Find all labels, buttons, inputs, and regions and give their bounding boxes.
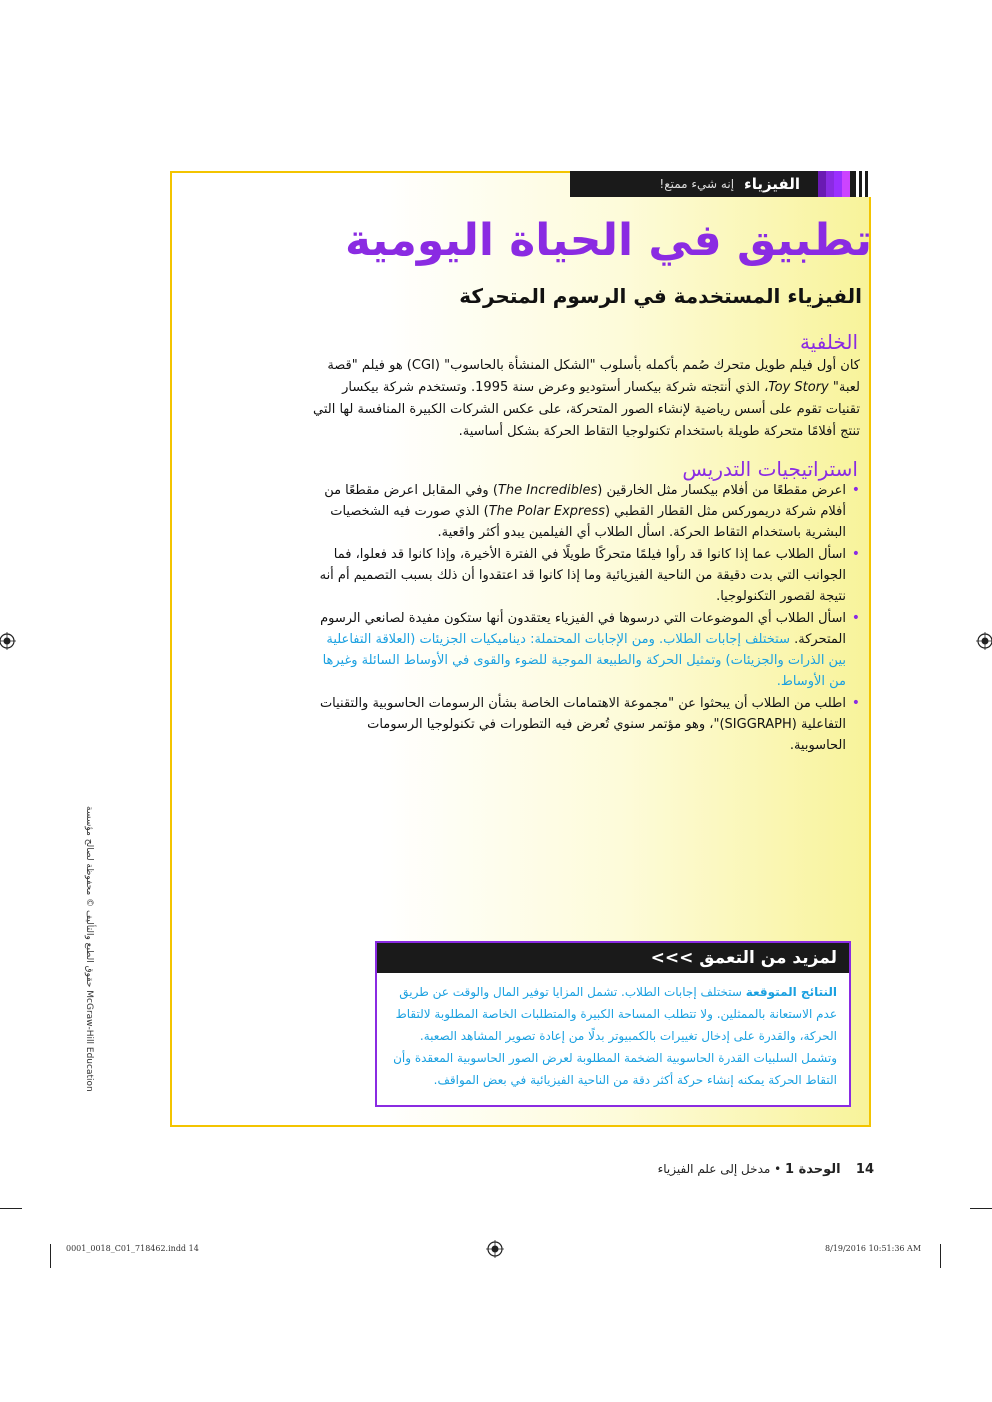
deeper-heading: لمزيد من التعمق >>>	[377, 943, 849, 973]
strategies-heading: استراتيجيات التدريس	[682, 457, 858, 481]
strategies-list	[315, 480, 860, 757]
answer-text: ستختلف إجابات الطلاب. ومن الإجابات المحتملة: ديناميكيات الجزيئات (العلاقة التفاعلية بين الذرات والجزيئات) وتمثيل الحركة والطبيعة الموجية للضوء والقوى في الأوساط السائلة وغيرها من الأوساط.	[322, 632, 846, 689]
crop-mark	[0, 1208, 22, 1209]
crop-mark	[50, 1244, 51, 1268]
item-text: اسأل الطلاب عما إذا كانوا قد رأوا فيلمًا متحركًا طويلًا في الفترة الأخيرة، وإذا كانوا قد فعلوا، فما الجوانب التي بدت دقيقة من الناحية الفيزيائية وما إذا كانوا قد اعتقدوا أن ذلك بسبب التصميم أم أنه نتيجة لقصور التكنولوجيا.	[319, 547, 846, 604]
deeper-body	[377, 973, 849, 1091]
unit-title: • مدخل إلى علم الفيزياء	[657, 1162, 782, 1176]
deeper-box	[375, 941, 851, 1107]
list-item	[315, 480, 860, 543]
item-text: اطلب من الطلاب أن يبحثوا عن "مجموعة الاهتمامات الخاصة بشأن الرسومات الحاسوبية والتقنيات التفاعلية (SIGGRAPH)"، وهو مؤتمر سنوي تُعرض فيه التطورات في تكنولوجيا الرسومات الحاسوبية.	[319, 696, 846, 753]
background-text-1: كان أول فيلم طويل متحرك صُمم بأكمله بأسلوب "الشكل المنشأة بالحاسوب" (CGI) هو فيلم "قصة لعبة"	[327, 358, 860, 395]
section-tagline: إنه شيء ممتع!	[659, 177, 735, 191]
list-item	[315, 544, 860, 607]
list-item	[315, 608, 860, 692]
page-title: تطبيق في الحياة اليومية	[344, 215, 872, 266]
film-title: Toy Story	[768, 380, 829, 395]
unit-label: الوحدة 1	[785, 1162, 841, 1177]
list-item	[315, 693, 860, 756]
crop-mark	[970, 1208, 992, 1209]
registration-mark-icon	[486, 1240, 504, 1258]
section-bar	[570, 171, 871, 197]
stripe-decoration	[818, 171, 871, 197]
slug-date: 8/19/2016 10:51:36 AM	[825, 1244, 922, 1253]
background-paragraph	[305, 355, 860, 443]
film-title: The Polar Express	[488, 504, 605, 519]
crop-mark	[940, 1244, 941, 1268]
section-label: الفيزياء	[744, 175, 800, 193]
item-text: اسأل الطلاب أي الموضوعات التي درسوها في الفيزياء يعتقدون أنها ستكون مفيدة لصانعي الرسوم المتحركة.	[320, 611, 846, 647]
copyright-notice: حقوق الطبع والتأليف © محفوظة لصالح مؤسسة McGraw-Hill Education	[84, 806, 94, 1092]
film-title: The Incredibles	[497, 483, 598, 498]
background-text-2: ، الذي أنتجته شركة بيكسار أستوديو وعرض سنة 1995. وتستخدم شركة بيكسار تقنيات تقوم على أسس رياضية لإنشاء الصور المتحركة، على عكس الشركات الكبيرة المنافسة لها التي تنتج أفلامًا متحركة طويلة باستخدام تكنولوجيا التقاط الحركة بشكل أساسية.	[312, 380, 860, 439]
background-heading: الخلفية	[799, 330, 858, 354]
item-text: اعرض مقطعًا من أفلام بيكسار مثل الخارقين (	[597, 483, 846, 498]
expected-results-text: ستختلف إجابات الطلاب. تشمل المزايا توفير المال والوقت عن طريق عدم الاستعانة بالممثلين. ولا تتطلب المساحة الكبيرة والمتطلبات الخاصة المطلوبة لالتقاط الحركة، والقدرة على إدخال تغييرات بالكمبيوتر بدلًا من إعادة تصوير المشاهد الصعبة. وتشمل السلبيات القدرة الحاسوبية الضخمة المطلوبة لعرض الصور الحاسوبية المعقدة وأن التقاط الحركة يمكنه إنشاء حركة أكثر دقة من الناحية الفيزيائية في بعض المواقف.	[393, 985, 837, 1087]
page-number: 14	[855, 1162, 874, 1177]
item-text: ) وفي المقابل اعرض مقطعًا من أفلام شركة دريموركس مثل القطار القطبي (	[324, 483, 846, 519]
registration-mark-icon	[976, 632, 992, 650]
page-subtitle: الفيزياء المستخدمة في الرسوم المتحركة	[459, 284, 862, 308]
slug-file: 0001_0018_C01_718462.indd 14	[66, 1244, 199, 1253]
expected-results-label: النتائج المتوقعة	[745, 985, 837, 999]
registration-mark-icon	[0, 632, 16, 650]
page-footer	[658, 1162, 874, 1177]
item-text: ) الذي صورت فيه الشخصيات البشرية باستخدام التقاط الحركة. اسأل الطلاب أي الفيلمين يبدو أكثر واقعية.	[330, 504, 846, 540]
